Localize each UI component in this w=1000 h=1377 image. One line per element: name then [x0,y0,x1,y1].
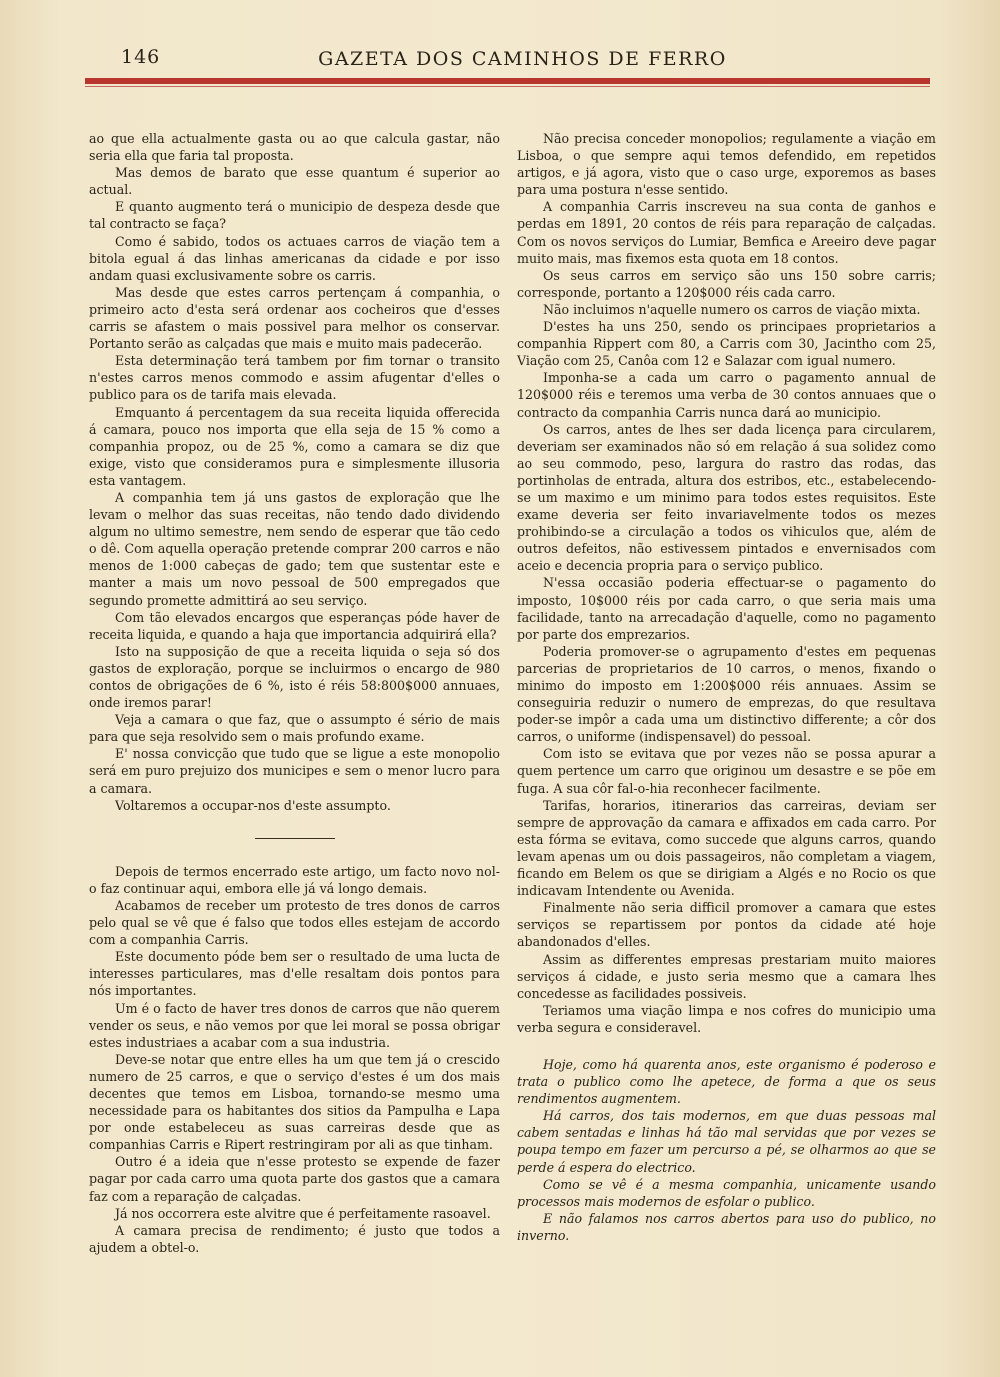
paragraph: Os seus carros em serviço são uns 150 sobre carris; corresponde, portanto a 120$000 réis cada carro. [517,267,936,300]
paragraph: Já nos occorrera este alvitre que é perfeitamente rasoavel. [115,1205,491,1221]
italic-paragraph: Como se vê é a mesma companhia, unicamente usando processos mais modernos de esfolar o publico. [517,1176,936,1209]
paragraph: A companhia Carris inscreveu na sua conta de ganhos e perdas em 1891, 20 contos de réis para reparação de calçadas. Com os novos serviços do Lumiar, Bemfica e Areeiro deve pagar muito mais, mas fixemos esta quota em 18 contos. [517,199,936,266]
italic-paragraph: E não falamos nos carros abertos para uso do publico, no inverno. [517,1210,936,1243]
paragraph: A companhia tem já uns gastos de exploração que lhe levam o melhor das suas receitas, não tendo dado dividendo algum no ultimo semestre, nem sendo de esperar que tão cedo o dê. Com aquella operação pretende comprar 200 carros e não menos de 1:000 cabeças de gado; tem que sustentar este e manter a mais um novo pessoal de 500 empregados que segundo promette admittirá ao seu serviço. [89,489,500,608]
paragraph: Depois de termos encerrado este artigo, um facto novo nol-o faz continuar aqui, embora elle já vá longo demais. [89,863,500,896]
paragraph: Acabamos de receber um protesto de tres donos de carros pelo qual se vê que é falso que todos elles estejam de accordo com a companhia Carris. [89,897,500,948]
paragraph: E' nossa convicção que tudo que se ligue a este monopolio será em puro prejuizo dos municipes e sem o menor lucro para a camara. [89,746,500,796]
journal-title: GAZETA DOS CAMINHOS DE FERRO [318,48,727,70]
paragraph: Teriamos uma viação limpa e nos cofres do municipio uma verba segura e consideravel. [517,1002,936,1035]
header-rule [85,78,930,84]
paragraph: Imponha-se a cada um carro o pagamento annual de 120$000 réis e teremos uma verba de 30 contos annuaes que o contracto da companhia Carris nunca dará ao municipio. [517,370,936,420]
page-header [85,44,930,74]
paragraph: ao que ella actualmente gasta ou ao que calcula gastar, não seria ella que faria tal proposta. [89,131,500,164]
paragraph: Um é o facto de haver tres donos de carros que não querem vender os seus, e não vemos por que lei moral se possa obrigar estes industriaes a acabar com a sua industria. [89,1000,500,1050]
paragraph: Não precisa conceder monopolios; regulamente a viação em Lisboa, o que sempre aqui temos defendido, em repetidos artigos, e já agora, visto que o caso urge, exporemos as bases para uma postura n'esse sentido. [517,131,936,198]
paragraph: D'estes ha uns 250, sendo os principaes proprietarios a companhia Rippert com 80, a Carris com 30, Jacintho com 25, Viação com 25, Canôa com 12 e Salazar com igual numero. [517,319,936,369]
paragraph: Veja a camara o que faz, que o assumpto é sério de mais para que seja resolvido sem o mais profundo exame. [89,712,500,745]
left-column [89,130,500,1256]
right-column [517,130,936,1244]
section-divider [255,838,335,839]
page-number: 146 [121,46,161,68]
paragraph: Com tão elevados encargos que esperanças póde haver de receita liquida, e quando a haja que importancia adquirirá ella? [89,609,500,642]
paragraph: Voltaremos a occupar-nos d'este assumpto. [115,797,391,813]
paragraph: Não incluimos n'aquelle numero os carros de viação mixta. [543,301,921,317]
header-rule-thin [85,86,930,87]
italic-commentary [517,1056,936,1244]
paragraph: Deve-se notar que entre elles ha um que tem já o crescido numero de 25 carros, e que o serviço d'estes é um dos mais decentes que temos em Lisboa, tornando-se mesmo uma necessidade para os habitantes dos sitios da Pampulha e Lapa por onde estabeleceu as suas carreiras desde que as companhias Carris e Ripert restringiram por ali as que tinham. [89,1051,500,1153]
paragraph: Com isto se evitava que por vezes não se possa apurar a quem pertence um carro que originou um desastre e se põe em fuga. A sua côr fal-o-hia reconhecer facilmente. [517,746,936,796]
paragraph: Este documento póde bem ser o resultado de uma lucta de interesses particulares, mas d'elle resaltam dois pontos para nós importantes. [89,949,500,999]
paragraph: Finalmente não seria difficil promover a camara que estes serviços se repartissem por pontos da cidade até hoje abandonados d'elles. [517,900,936,950]
paragraph: Como é sabido, todos os actuaes carros de viação tem a bitola egual á das linhas americanas da cidade e por isso andam quasi exclusivamente sobre os carris. [89,233,500,283]
paragraph: Outro é a ideia que n'esse protesto se expende de fazer pagar por cada carro uma quota parte dos gastos que a camara faz com a reparação de calçadas. [89,1154,500,1204]
paragraph: Isto na supposição de que a receita liquida o seja só dos gastos de exploração, porque se incluirmos o encargo de 980 contos de obrigações de 6 %, isto é réis 58:800$000 annuaes, onde iremos parar! [89,643,500,711]
paragraph: Os carros, antes de lhes ser dada licença para circularem, deveriam ser examinados não só em relação á sua solidez como ao seu commodo, peso, largura do rastro das rodas, das portinholas de entrada, altura dos estribos, etc., estabelecendo-se um maximo e um minimo para todos estes requisitos. Este exame deveria ser feito invariavelmente todos os mezes prohibindo-se a circulação a todos os vihiculos que, além de outros defeitos, não estivessem pintados e envernisados com aceio e decencia propria para o serviço publico. [517,421,936,574]
paragraph: Mas desde que estes carros pertençam á companhia, o primeiro acto d'esta será ordenar aos cocheiros que d'esses carris se afastem o mais possivel para melhor os conservar. Portanto serão as calçadas que mais e muito mais padecerão. [89,284,500,352]
italic-paragraph: Há carros, dos tais modernos, em que duas pessoas mal cabem sentadas e linhas há tão mal servidas que por vezes se poupa tempo em fazer um percurso a pé, se olharmos ao que se perde á espera do electrico. [517,1108,936,1175]
paragraph: Poderia promover-se o agrupamento d'estes em pequenas parcerias de proprietarios de 10 carros, o menos, fixando o minimo do imposto em 1:200$000 réis annuaes. Assim se conseguiria reduzir o numero de emprezas, do que resultava poder-se impôr a cada uma um distinctivo differente; a côr dos carros, o uniforme (indispensavel) do pessoal. [517,643,936,745]
paragraph: Mas demos de barato que esse quantum é superior ao actual. [89,165,500,198]
paragraph: Esta determinação terá tambem por fim tornar o transito n'estes carros menos commodo e assim afugentar d'elles o publico para os de tarifa mais elevada. [89,353,500,403]
paragraph: N'essa occasião poderia effectuar-se o pagamento do imposto, 10$000 réis por cada carro, o que seria mais uma facilidade, tanto na arrecadação d'aquelle, como no pagamento por parte dos emprezarios. [517,575,936,642]
paragraph: Assim as differentes empresas prestariam muito maiores serviços á cidade, e justo seria mesmo que a camara lhes concedesse as facilidades possiveis. [517,951,936,1001]
paragraph: Tarifas, horarios, itinerarios das carreiras, deviam ser sempre de approvação da camara e affixados em cada carro. Por esta fórma se evitava, como succede que alguns carros, quando levam apenas um ou dois passageiros, não completam a viagem, ficando em Belem os que se dirigiam a Algés e no Rocio os que indicavam Intendente ou Avenida. [517,797,936,899]
paragraph: A camara precisa de rendimento; é justo que todos a ajudem a obtel-o. [89,1222,500,1255]
paragraph: Emquanto á percentagem da sua receita liquida offerecida á camara, pouco nos importa que ella seja de 15 % como a companhia propoz, ou de 25 %, como a camara se diz que exige, visto que consideramos pura e simplesmente illusoria esta vantagem. [89,404,500,488]
paragraph: E quanto augmento terá o municipio de despeza desde que tal contracto se faça? [89,199,500,232]
italic-paragraph: Hoje, como há quarenta anos, este organismo é poderoso e trata o publico como lhe apetece, de forma a que os seus rendimentos augmentem. [517,1056,936,1107]
